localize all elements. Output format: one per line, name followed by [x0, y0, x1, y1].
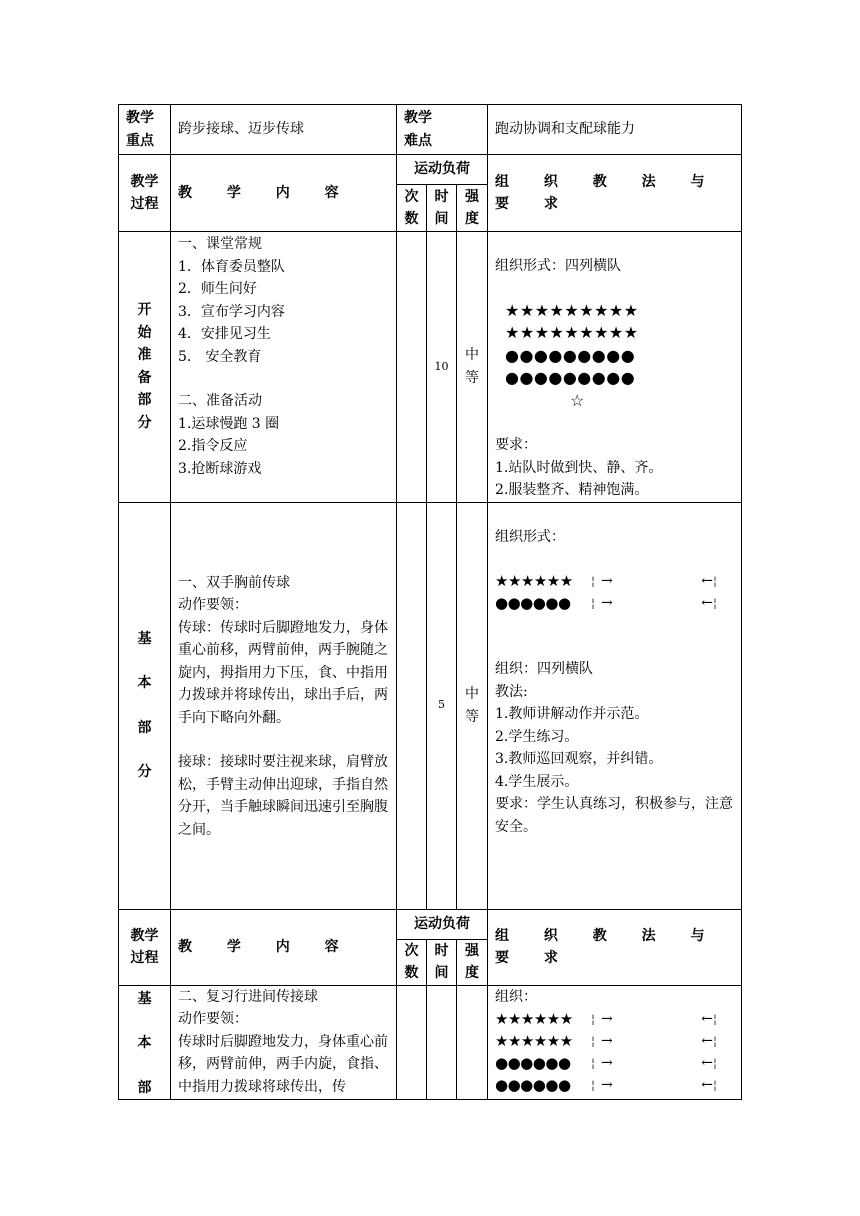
- section-basic-intensity: 中 等: [457, 502, 488, 909]
- drill-row-dots: ●●●●●● ¦ → ← ¦: [495, 593, 718, 612]
- header-row: [119, 105, 742, 155]
- section-basic-continued-content: 二、复习行进间传接球 动作要领： 传球时后脚蹬地发力，身体重心前移，两臂前伸，两手内旋，食指、中指用力拨球将球传出，传: [171, 985, 397, 1100]
- section-basic-method: 组织形式： ★★★★★★ ¦ → ← ¦ ●●●●●● ¦ → ← ¦ 组织：四列横队 教法: 1.教师讲解动作并示范。 2.学生练习。 3.教师巡回观察，并纠错。 4.学生展示。 要求：学生认真练习，积极参与，注意安全。: [488, 502, 742, 909]
- difficulty-label: 教学 难点: [397, 105, 488, 155]
- formation-row-dots: ●●●●●●●●●: [505, 345, 636, 365]
- key-points-label: 教学 重点: [119, 105, 171, 155]
- drill-row-dots: ●●●●●● ¦ → ← ¦: [495, 1053, 718, 1072]
- lesson-plan-table: [118, 104, 742, 1100]
- time-header: 时 间: [427, 939, 457, 985]
- section-basic-continued-method: 组织： ★★★★★★ ¦ → ← ¦ ★★★★★★ ¦ → ← ¦ ●●●●●● ¦ → ← ¦ ●●●●●● ¦ → ← ¦: [488, 985, 742, 1100]
- formation-row-stars: ★★★★★★★★★: [505, 300, 639, 320]
- formation-row-dots: ●●●●●●●●●: [505, 368, 636, 387]
- drill-row-stars: ★★★★★★ ¦ → ← ¦: [495, 1031, 718, 1050]
- section-start-row: [119, 232, 742, 503]
- count-header: 次 数: [397, 185, 427, 232]
- section-basic-continued-count: [397, 985, 427, 1100]
- difficulty-value: 跑动协调和支配球能力: [488, 105, 742, 155]
- section-basic-continued-time: [427, 985, 457, 1100]
- section-basic-continued-row: [119, 985, 742, 1100]
- section-start-intensity: 中 等: [457, 232, 488, 503]
- section-start-time: 10: [427, 232, 457, 503]
- section-basic-content: 一、双手胸前传球 动作要领： 传球：传球时后脚蹬地发力，身体重心前移，两臂前伸，两手腕随之旋内，拇指用力下压，食、中指用力拨球并将球传出，球出手后，两手向下略向外翻。 接球：接球时要注视来球，肩臂放松，手臂主动伸出迎球，手指自然分开，当手触球瞬间迅速引至胸腹之间。: [171, 502, 397, 909]
- method-header: 组 织 教 法 与 要 求: [488, 909, 742, 985]
- teacher-star-icon: ☆: [570, 390, 585, 410]
- column-header-row: [119, 155, 742, 185]
- section-start-count: [397, 232, 427, 503]
- section-basic-row: [119, 502, 742, 909]
- intensity-header: 强 度: [457, 185, 488, 232]
- load-header: 运动负荷: [397, 909, 488, 939]
- count-header: 次 数: [397, 939, 427, 985]
- formation-title: 组织形式：四列横队: [495, 258, 621, 274]
- section-basic-count: [397, 502, 427, 909]
- process-header: 教学 过程: [119, 909, 171, 985]
- process-header: 教学 过程: [119, 155, 171, 232]
- load-header: 运动负荷: [397, 155, 488, 185]
- column-header-row-repeat: [119, 909, 742, 939]
- content-header: 教 学 内 容: [171, 909, 397, 985]
- drill-row-stars: ★★★★★★ ¦ → ← ¦: [495, 1009, 718, 1028]
- formation-row-stars: ★★★★★★★★★: [505, 323, 639, 342]
- time-header: 时 间: [427, 185, 457, 232]
- drill-row-dots: ●●●●●● ¦ → ← ¦: [495, 1075, 718, 1094]
- drill-row-stars: ★★★★★★ ¦ → ← ¦: [495, 571, 718, 590]
- key-points-value: 跨步接球、迈步传球: [171, 105, 397, 155]
- section-basic-continued-label: 基 本 部: [119, 985, 171, 1100]
- method-header: 组 织 教 法 与 要 求: [488, 155, 742, 232]
- section-start-content: 一、课堂常规 1．体育委员整队 2．师生问好 3．宣布学习内容 4．安排见习生 5． 安全教育 二、准备活动 1.运球慢跑 3 圈 2.指令反应 3.抢断球游戏: [171, 232, 397, 503]
- section-start-method: 组织形式：四列横队 ★★★★★★★★★ ★★★★★★★★★ ●●●●●●●●● ●●●●●●●●● ☆ 要求： 1.站队时做到快、静、齐。 2.服装整齐、精神饱满。: [488, 232, 742, 503]
- section-basic-label: 基 本 部 分: [119, 502, 171, 909]
- section-basic-continued-intensity: [457, 985, 488, 1100]
- section-basic-time: 5: [427, 502, 457, 909]
- section-start-label: 开 始 准 备 部 分: [119, 232, 171, 503]
- content-header: 教 学 内 容: [171, 155, 397, 232]
- intensity-header: 强 度: [457, 939, 488, 985]
